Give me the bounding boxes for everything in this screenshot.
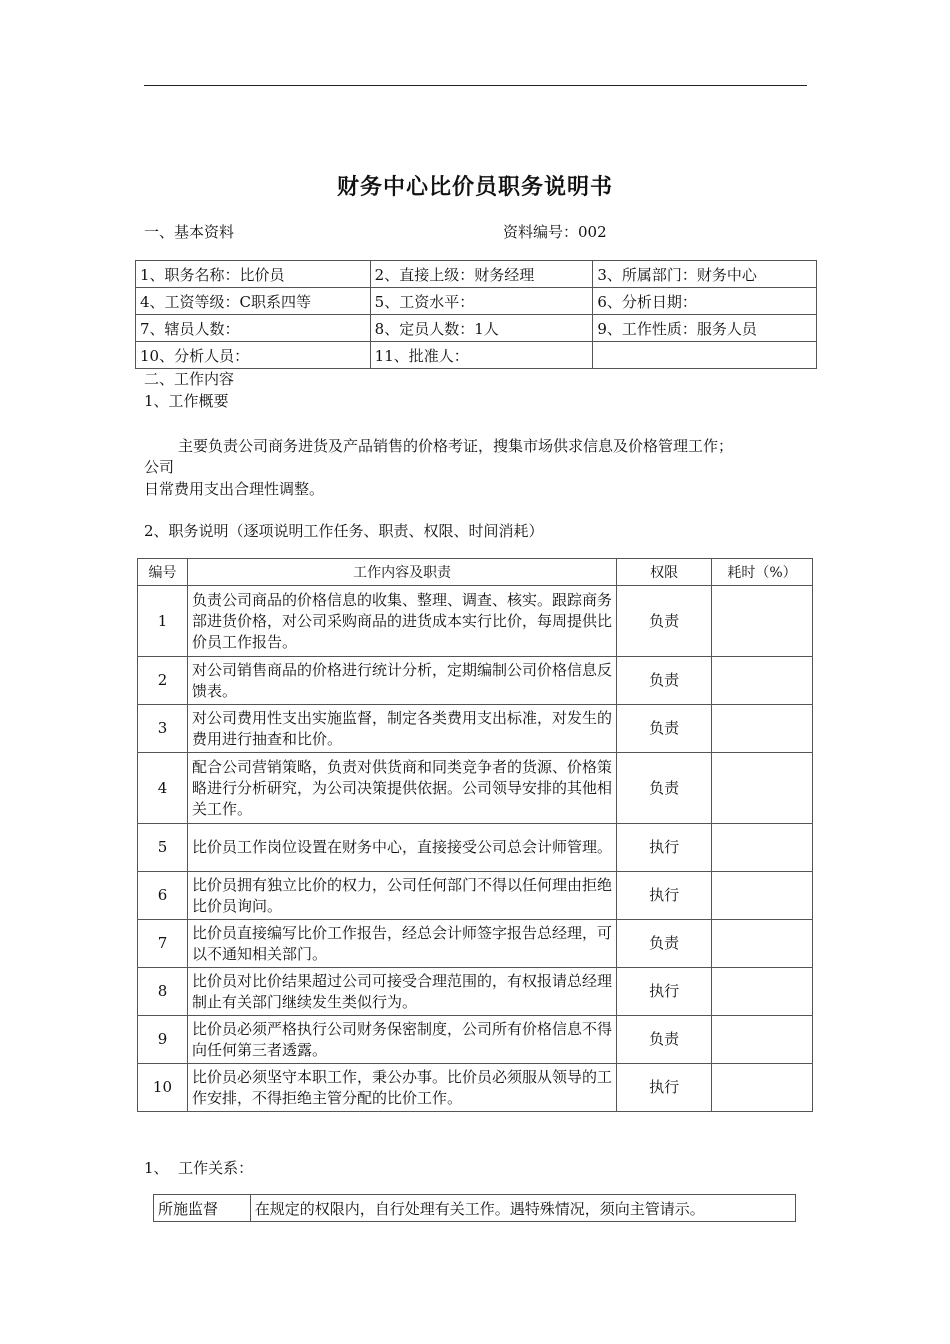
basic-info-cell: 4、工资等级：C职系四等 bbox=[136, 288, 371, 315]
duty-authority: 执行 bbox=[617, 824, 712, 872]
duty-number: 7 bbox=[138, 920, 188, 968]
duty-authority: 负责 bbox=[617, 586, 712, 657]
table-row bbox=[138, 753, 813, 824]
duty-time bbox=[712, 1016, 813, 1064]
table-row bbox=[136, 342, 817, 369]
duty-time bbox=[712, 657, 813, 705]
duty-number: 4 bbox=[138, 753, 188, 824]
table-row bbox=[154, 1195, 796, 1222]
basic-info-cell: 8、定员人数：1人 bbox=[370, 315, 593, 342]
duty-content: 比价员对比价结果超过公司可接受合理范围的，有权报请总经理制止有关部门继续发生类似行为。 bbox=[187, 968, 616, 1016]
duty-authority: 执行 bbox=[617, 968, 712, 1016]
duty-content: 对公司销售商品的价格进行统计分析，定期编制公司价格信息反馈表。 bbox=[187, 657, 616, 705]
basic-info-cell: 7、辖员人数： bbox=[136, 315, 371, 342]
basic-info-cell: 1、职务名称：比价员 bbox=[136, 261, 371, 288]
document-number: 资料编号：002 bbox=[503, 223, 607, 241]
table-row bbox=[136, 315, 817, 342]
table-row bbox=[138, 920, 813, 968]
table-row bbox=[138, 1016, 813, 1064]
table-row bbox=[138, 824, 813, 872]
relation-label: 所施监督 bbox=[154, 1195, 251, 1222]
duty-content: 比价员工作岗位设置在财务中心，直接接受公司总会计师管理。 bbox=[187, 824, 616, 872]
duty-authority: 负责 bbox=[617, 753, 712, 824]
duty-number: 1 bbox=[138, 586, 188, 657]
summary-text-line: 公司 bbox=[144, 458, 175, 476]
duty-authority: 负责 bbox=[617, 920, 712, 968]
duty-number: 9 bbox=[138, 1016, 188, 1064]
section-basic-heading: 一、基本资料 bbox=[144, 223, 235, 241]
duty-time bbox=[712, 872, 813, 920]
basic-info-table bbox=[135, 260, 817, 369]
duty-table bbox=[137, 558, 813, 1112]
header-rule bbox=[144, 85, 807, 86]
work-summary-heading: 1、工作概要 bbox=[144, 392, 229, 410]
table-row bbox=[136, 261, 817, 288]
column-header: 工作内容及职责 bbox=[187, 559, 616, 586]
duty-time bbox=[712, 824, 813, 872]
duty-number: 2 bbox=[138, 657, 188, 705]
relation-text: 在规定的权限内，自行处理有关工作。遇特殊情况，须向主管请示。 bbox=[250, 1195, 795, 1222]
duty-time bbox=[712, 705, 813, 753]
duty-time bbox=[712, 586, 813, 657]
section-work-heading: 二、工作内容 bbox=[144, 370, 235, 388]
table-row bbox=[138, 705, 813, 753]
duty-number: 5 bbox=[138, 824, 188, 872]
duty-authority: 负责 bbox=[617, 705, 712, 753]
table-row bbox=[138, 1064, 813, 1112]
table-row bbox=[138, 586, 813, 657]
duty-description-heading: 2、职务说明（逐项说明工作任务、职责、权限、时间消耗） bbox=[144, 522, 544, 540]
column-header: 权限 bbox=[617, 559, 712, 586]
duty-content: 比价员直接编写比价工作报告，经总会计师签字报告总经理，可以不通知相关部门。 bbox=[187, 920, 616, 968]
table-row bbox=[138, 872, 813, 920]
duty-content: 配合公司营销策略，负责对供货商和同类竞争者的货源、价格策略进行分析研究，为公司决策提供依据。公司领导安排的其他相关工作。 bbox=[187, 753, 616, 824]
relations-table bbox=[153, 1194, 796, 1222]
work-relations-heading: 1、 工作关系： bbox=[144, 1159, 254, 1177]
duty-content: 比价员必须坚守本职工作，秉公办事。比价员必须服从领导的工作安排，不得拒绝主管分配的比价工作。 bbox=[187, 1064, 616, 1112]
table-header-row bbox=[138, 559, 813, 586]
table-row bbox=[138, 657, 813, 705]
summary-text-line: 主要负责公司商务进货及产品销售的价格考证，搜集市场供求信息及价格管理工作； bbox=[178, 437, 734, 455]
duty-number: 8 bbox=[138, 968, 188, 1016]
duty-authority: 执行 bbox=[617, 1064, 712, 1112]
basic-info-cell: 2、直接上级：财务经理 bbox=[370, 261, 593, 288]
basic-info-cell: 10、分析人员： bbox=[136, 342, 371, 369]
duty-time bbox=[712, 968, 813, 1016]
document-title: 财务中心比价员职务说明书 bbox=[336, 175, 613, 200]
table-row bbox=[138, 968, 813, 1016]
table-row bbox=[136, 288, 817, 315]
duty-authority: 执行 bbox=[617, 872, 712, 920]
basic-info-cell: 3、所属部门：财务中心 bbox=[593, 261, 817, 288]
duty-content: 比价员必须严格执行公司财务保密制度，公司所有价格信息不得向任何第三者透露。 bbox=[187, 1016, 616, 1064]
duty-number: 6 bbox=[138, 872, 188, 920]
duty-authority: 负责 bbox=[617, 657, 712, 705]
summary-text-line: 日常费用支出合理性调整。 bbox=[144, 480, 325, 498]
duty-time bbox=[712, 920, 813, 968]
duty-number: 10 bbox=[138, 1064, 188, 1112]
duty-content: 对公司费用性支出实施监督，制定各类费用支出标准，对发生的费用进行抽查和比价。 bbox=[187, 705, 616, 753]
duty-authority: 负责 bbox=[617, 1016, 712, 1064]
duty-time bbox=[712, 1064, 813, 1112]
duty-content: 比价员拥有独立比价的权力，公司任何部门不得以任何理由拒绝比价员询问。 bbox=[187, 872, 616, 920]
basic-info-cell: 9、工作性质：服务人员 bbox=[593, 315, 817, 342]
basic-info-cell: 5、工资水平： bbox=[370, 288, 593, 315]
duty-number: 3 bbox=[138, 705, 188, 753]
basic-info-cell: 6、分析日期： bbox=[593, 288, 817, 315]
column-header: 耗时（%） bbox=[712, 559, 813, 586]
basic-info-cell bbox=[593, 342, 817, 369]
duty-time bbox=[712, 753, 813, 824]
column-header: 编号 bbox=[138, 559, 188, 586]
duty-content: 负责公司商品的价格信息的收集、整理、调查、核实。跟踪商务部进货价格，对公司采购商品的进货成本实行比价，每周提供比价员工作报告。 bbox=[187, 586, 616, 657]
basic-info-cell: 11、批准人： bbox=[370, 342, 593, 369]
